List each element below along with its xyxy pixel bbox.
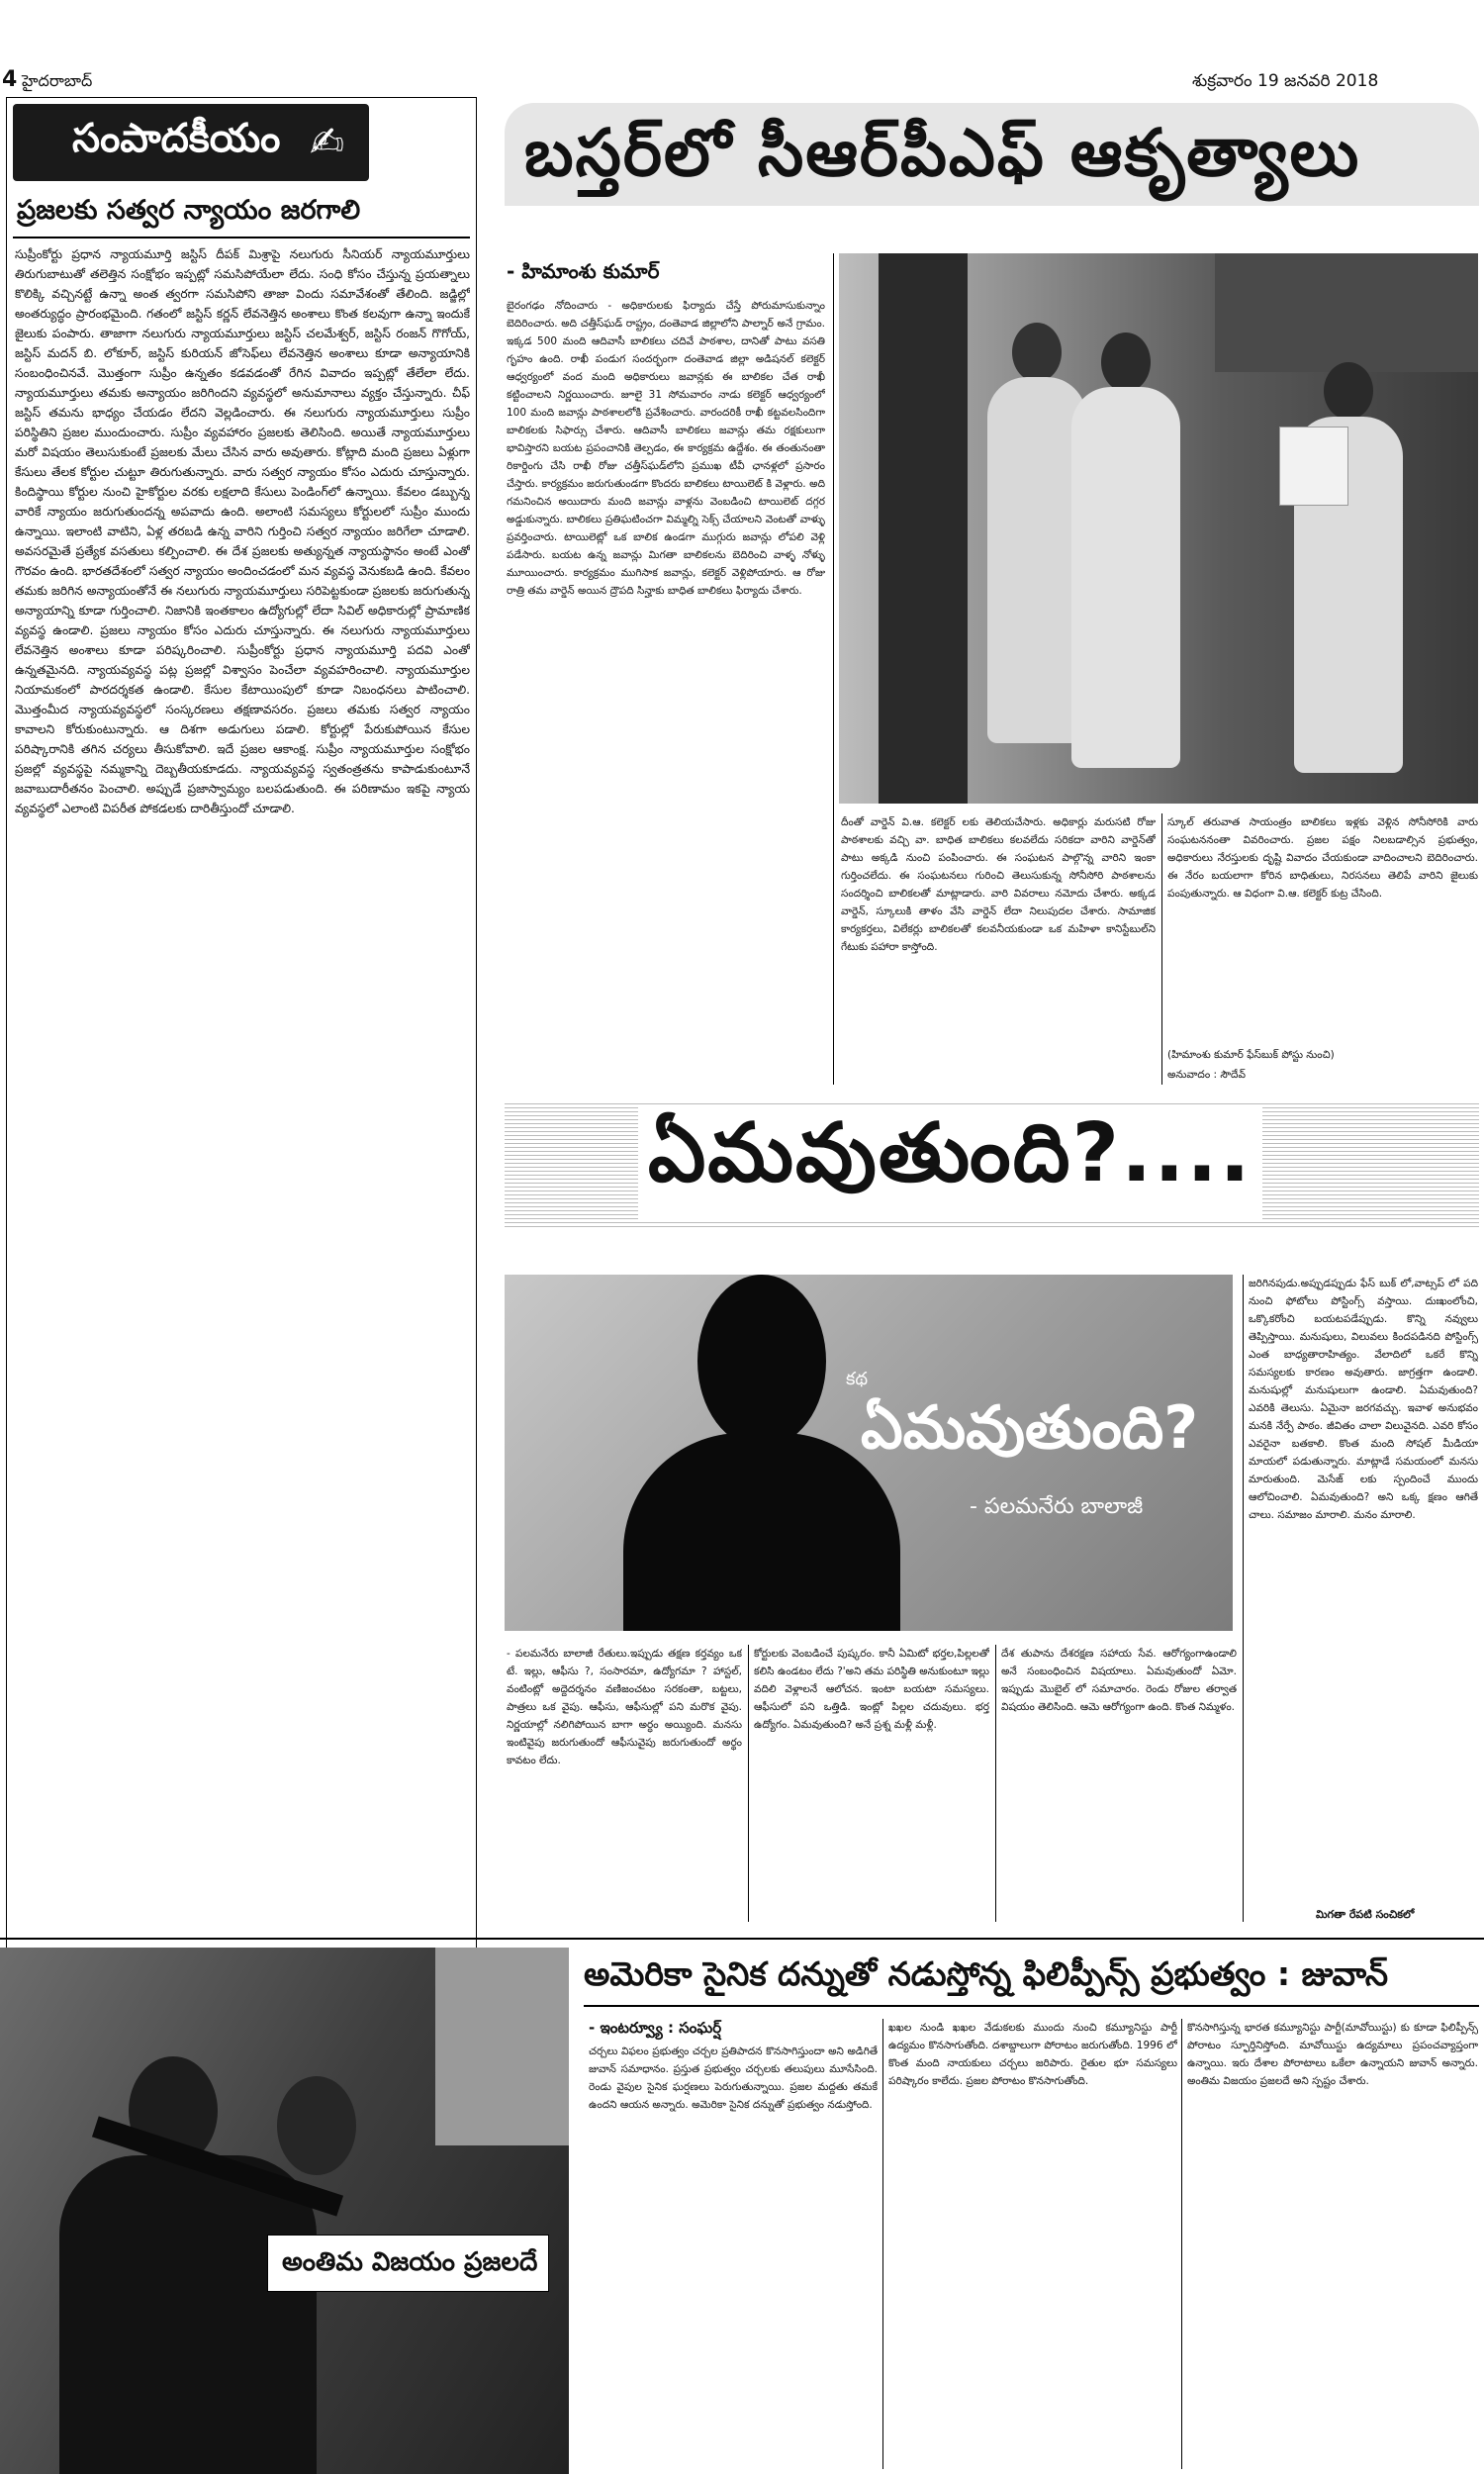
bastar-col3: స్కూల్ తరువాత సాయంత్రం బాలికలు ఇళ్లకు వెళ్లిన సోనీసోరికి వారు సంఘటననంతా వివరించారు. ప్రజల పక్షం నిలబడాల్సిన ప్రభుత్వం, అధికారులు నేరస్తులకు దృష్టి వివాదం చేయకుండా వాదించాలని బెదిరించారు. ఈ నేరం బయలాగా కోరిన బాధితులు, నిరసనలు తెలిపే వారిని జైలుకు పంపుతున్నారు. ఆ విధంగా వి.ఆ. కలెక్టర్ కుట్ర చేసింది.: [1167, 816, 1478, 900]
philippines-photo: [0, 1948, 569, 2474]
editorial-rule: [13, 237, 470, 238]
girl-2-head: [1101, 333, 1151, 392]
rule-bastar-2: [1161, 813, 1162, 1085]
girl-3-head: [1324, 362, 1373, 420]
editorial-label: సంపాదకీయం: [72, 116, 281, 161]
rule-section-bottom: [0, 1938, 1484, 1940]
bastar-headline: బస్తర్‌లో సీఆర్‌పీఎఫ్ ఆకృత్యాలు: [524, 115, 1361, 191]
poster-author: - పలమనేరు బాలాజీ: [970, 1494, 1144, 1519]
bastar-col1: బైరంగఢం నోదించారు - అధికారులకు ఫిర్యాదు చేస్తే పోరుమాసుకున్నాం బెదిరించారు. అది చత్తీస్‌ఘడ్ రాష్ట్రం, దంతెవాడ జిల్లాలోని పాల్నార్ అనే గ్రామం. ఇక్కడ 500 మంది ఆదివాసీ బాలికలు చదివే పాఠశాల, దానితో పాటు వసతి గృహం ఉంది. రాఖీ పండుగ సందర్భంగా దంతెవాడ జిల్లా అడిషనల్ కలెక్టర్ ఆధ్వర్యంలో వంద మంది అధికారులు జవాన్లకు ఈ బాలికల చేత రాఖీ కట్టించాలని నిర్ణయించారు. జూలై 31 సోమవారం నాడు కలెక్టర్ ఆధ్వర్యంలో 100 మంది జవాన్లు పాఠశాలలోకి ప్రవేశించారు. వారందరికీ రాఖీ కట్టవలసిందిగా బాలికలకు సిఫార్సు చేశారు. ఆదివాసీ బాలికలు జవాన్లు తమ రక్షకులుగా భావిస్తారని బయట ప్రపంచానికి తెల్పడం, ఈ కార్యక్రమ ఉద్దేశం. ఈ తంతునంతా రికార్డింగు చేసి రాఖీ రోజు చత్తీస్‌ఘడ్‌లోని ప్రముఖ టీవీ ఛానళ్లలో ప్రసారం చేస్తారు. కార్యక్రమం జరుగుతుండగా కొందరు బాలికలు టాయిలెట్ కి వెళ్లారు. అది గమనించిన అయిదారు మంది జవాన్లు వాళ్లను వెంబడించి టాయిలెట్ దగ్గర అడ్డుకున్నారు. బాలికలు ప్రతిఘటించగా విమ్మల్ని సెక్స్ చేయాలని వెంటతో వాళ్ళు ప్రవర్తించారు. టాయిలెట్లో ఒక బాలిక ఉండగా ముగ్గురు జవాన్లు లోపలి వెళ్లి పడేసారు. బయట ఉన్న జవాన్లు మిగతా బాలికలను బెదిరించి వాళ్ళ నోళ్ళు మూయించారు. కార్యక్రమం ముగిసాక జవాన్లు, కలెక్టర్ వెళ్లిపోయారు. ఆ రోజు రాత్రి తమ వార్డెన్ అయిన ద్రౌపది సిన్హాకు బాధిత బాలికలు ఫిర్యాదు చేశారు.: [507, 300, 825, 597]
bastar-source: (హిమాంశు కుమార్ ఫేస్‌బుక్ పోస్టు నుంచి): [1167, 1049, 1335, 1061]
rule-story-1: [748, 1645, 749, 1922]
story-poster: [505, 1275, 1233, 1631]
story-right-col: జరిగినపుడు.అప్పుడప్పుడు ఫేస్ బుక్ లో,వాట్సప్ లో పది నుంచి ఫోటోలు పోస్టింగ్స్ వస్తాయి. దుఃఖంలోంచి, ఒక్కొకరోంచి బయటపడేప్పుడు. కొన్ని నవ్వులు తెప్పిస్తాయి. మనుషులు, విలువలు కిందపడినది పోస్టింగ్స్ ఎంత బాధ్యతారాహిత్యం. వేలాదిలో ఒకరే కొన్ని సమస్యలకు కారణం అవుతారు. జాగ్రత్తగా ఉండాలి. మనుషుల్లో మనుషులుగా ఉండాలి. ఏమవుతుంది? ఎవరికి తెలుసు. ఏమైనా జరగవచ్చు. ఇవాళ అనుభవం మనకి నేర్పే పాఠం. జీవితం చాలా విలువైనది. ఎవరి కోసం ఎవరైనా బతకాలి. కొంత మంది సోషల్ మీడియా మాయలో పడుతున్నారు. మాట్లాడే సమయంలో మనసు మారుతుంది. మెసేజ్ లకు స్పందించే ముందు ఆలోచించాలి. ఏమవుతుంది? అని ఒక్క క్షణం ఆగితే చాలు. సమాజం మారాలి. మనం మారాలి.: [1249, 1278, 1478, 1521]
story-col2: కోర్టులకు వెంబడించే పుష్కరం. కానీ ఏమిటో భర్తల,పిల్లలతో కలిసి ఉండటం లేదు ?'అని తమ పరిస్థితి అనుకుంటూ ఇల్లు వదిలి వెళ్లాలనే ఆలోచన. ఇంటా బయటా సమస్యలు. ఆఫీసులో పని ఒత్తిడి. ఇంట్లో పిల్లల చదువులు. భర్త ఉద్యోగం. ఏమవుతుంది? అనే ప్రశ్న మళ్లీ మళ్లీ.: [754, 1648, 989, 1731]
silhouette-head: [697, 1275, 826, 1448]
story-headline: ఏమవుతుంది?....: [638, 1106, 1262, 1220]
bastar-col2: దీంతో వార్డెన్ వి.ఆ. కలెక్టర్ లకు తెలియచేసారు. అధికార్లు మరుసటి రోజు పాఠశాలకు వచ్చి వా. బాధిత బాలికలు కలవలేదు సరికదా వారిని వార్డెన్‌తో పాటు అక్కడి నుంచి పంపించారు. ఈ సంఘటన పాల్గొన్న వారిని ఇంకా గుర్తించలేదు. ఈ సంఘటనలు గురించి తెలుసుకున్న సోనీసోరి పాఠశాలను సందర్శించి బాలికలతో మాట్లాడారు. వారి వివరాలు నమోదు చేశారు. అక్కడ వార్డెన్, స్కూలుకి తాళం వేసి వార్డెన్ లేదా నిలుపుదల చేశారు. సామాజిక కార్యకర్తలు, విలేకర్లు బాలికలతో కలవనీయకుండా ఒక మహిళా కానిస్టేబుల్‌ని గేటుకు పహారా కాస్తోంది.: [841, 816, 1156, 953]
fighter-body: [59, 2155, 317, 2474]
rule-bastar-1: [833, 253, 834, 1085]
rule-phil-2: [1181, 2019, 1182, 2469]
photo-flag: [435, 1948, 569, 2145]
bastar-translator: అనువాదం : సౌదేవ్: [1167, 1069, 1246, 1081]
philippines-rule: [584, 2005, 1479, 2007]
pen-icon: ✍: [310, 118, 345, 166]
poster-katha: కథ: [846, 1369, 869, 1389]
editorial-headline: ప్రజలకు సత్వర న్యాయం జరగాలి: [17, 195, 361, 226]
books-stack: [1279, 427, 1348, 506]
silhouette-body: [623, 1433, 900, 1631]
rule-story-3: [1243, 1275, 1244, 1922]
philippines-col2: ఖఖల నుండి ఖఖల వేడుకలకు ముందు నుంచి కమ్యూనిస్టు పార్టీ ఉద్యమం కొనసాగుతోంది. దశాబ్దాలుగా పోరాటం జరుగుతోంది. 1996 లో కొంత మంది నాయకులు చర్చలు జరిపారు. రైతుల భూ సమస్యలు పరిష్కారం కాలేదు. ప్రజల పోరాటం కొనసాగుతోంది.: [888, 2022, 1177, 2087]
girl-1-head: [1012, 323, 1062, 382]
story-continued: మిగతా రేపటి సంచికలో: [1316, 1908, 1415, 1921]
editorial-column: [6, 97, 477, 1957]
page-number: 4: [2, 67, 18, 92]
photo-wall: [1215, 253, 1478, 372]
photo-door: [879, 253, 968, 804]
philippines-byline: - ఇంటర్వ్యూ : సంఘర్ష్: [589, 2019, 722, 2037]
philippines-col1: చర్చలు విఫలం ప్రభుత్వం చర్చల ప్రతిపాదన కొనసాగిస్తుందా అని అడిగితే జువాన్ సమాధానం. ప్రస్తుత ప్రభుత్వం చర్చలకు తలుపులు మూసేసింది. రెండు వైపుల సైనిక ఘర్షణలు పెరుగుతున్నాయి. ప్రజల మద్దతు తమకే ఉందని ఆయన అన్నారు. అమెరికా సైనిక దన్నుతో ప్రభుత్వం నడుస్తోంది.: [589, 2046, 878, 2111]
bastar-byline: - హిమాంశు కుమార్: [507, 259, 660, 283]
photo-caption: అంతిమ విజయం ప్రజలదే: [282, 2247, 538, 2277]
story-col3: దేశ తుపాను దేశరక్షణ సహాయ సేవ. ఆరోగ్యంగాఉండాలి అనే సంబంధించిన విషయాలు. ఏమవుతుందో ఏమో. ఇప్పుడు మొబైల్ లో సమాచారం. రెండు రోజుల తర్వాత విషయం తెలిసింది. ఆమె ఆరోగ్యంగా ఉంది. కొంత నిమ్మళం.: [1001, 1648, 1237, 1713]
issue-date: శుక్రవారం 19 జనవరి 2018: [1192, 71, 1379, 91]
editorial-body: సుప్రీంకోర్టు ప్రధాన న్యాయమూర్తి జస్టిస్ దీపక్ మిశ్రాపై నలుగురు సీనియర్ న్యాయమూర్తులు తిరుగుబాటుతో తలెత్తిన సంక్షోభం ఇప్పట్లో సమసిపోయేలా లేదు. సంధి కోసం చేస్తున్న ప్రయత్నాలు కొలిక్కి వచ్చినట్టే ఉన్నా అంత త్వరగా సమసిపోని తాజా విందు సమావేశంతో తేలింది. జడ్జిల్లో అంతర్యుద్ధం ప్రారంభమైంది. గతంలో జస్టిస్ కర్ణన్ లేవనెత్తిన అంశాలు కొంత కలవుగా ఉన్నా ఇందుకే జైలుకు పంపారు. తాజాగా నలుగురు న్యాయమూర్తులు జస్టిస్ చలమేశ్వర్, జస్టిస్ రంజన్ గొగోయ్, జస్టిస్ మదన్ బి. లోకూర్, జస్టిస్ కురియన్ జోసెఫ్‌లు లేవనెత్తిన అంశాలు కూడా అన్యాయానికి సంబంధించినవే. మొత్తంగా సుప్రీం ఉన్నతం కడవడంతో రేగిన వివాదం ఇప్పట్లో తేలేలా లేదు. న్యాయమూర్తులు తమకు అన్యాయం జరిగిందని వ్యవస్థలో అనుమానాలు వ్యక్తం చేస్తున్నారు. చీఫ్ జస్టిస్ తమను భాధ్యం చేయడం లేదని వెల్లడించారు. ఈ నలుగురు న్యాయమూర్తులు సుప్రీం పరిస్థితిని ప్రజల ముందుంచారు. సుప్రీం వ్యవహారం ప్రజలకు తెలిసింది. అయితే న్యాయమూర్తులు మరో విషయం తెలుసుకుంటే ప్రజలకు మేలు చేసిన వారు అవుతారు. కోట్లాది మంది ప్రజలు ఏళ్లుగా కేసులు తేలక కోర్టుల చుట్టూ తిరుగుతున్నారు. వారు సత్వర న్యాయం కోసం ఎదురు చూస్తున్నారు. కిందిస్థాయి కోర్టుల నుంచి హైకోర్టుల వరకు లక్షలాది కేసులు పెండింగ్‌లో ఉన్నాయి. కేవలం డబ్బున్న వారికే న్యాయం జరుగుతుందన్న అపవాదు ఉంది. అలాంటి సమస్యలు కోర్టులలో సుప్రీం ముందు ఉన్నాయి. ఇలాంటి వాటిని, ఏళ్ల తరబడి ఉన్న వారిని గుర్తించి సత్వర న్యాయం జరిగేలా చూడాలి. అవసరమైతే ప్రత్యేక వసతులు కల్పించాలి. ఈ దేశ ప్రజలకు అత్యున్నత న్యాయస్థానం అంటే ఎంతో గౌరవం ఉంది. భారతదేశంలో సత్వర న్యాయం అందించడంలో మన వ్యవస్థ వెనుకబడి ఉంది. కేవలం తమకు జరిగిన అన్యాయంతోనే ఈ నలుగురు న్యాయమూర్తులు సరిపెట్టకుండా ప్రజలకు జరుగుతున్న అన్యాయాన్ని కూడా గుర్తించాలి. నిజానికి ఇంతకాలం ఉద్యోగుల్లో లేదా సివిల్ అధికారుల్లో ప్రామాణిక వ్యవస్థ ఉండాలి. ప్రజలు న్యాయం కోసం ఎదురు చూస్తున్నారు. ఈ నలుగురు న్యాయమూర్తులు లేవనెత్తిన అంశాలు కూడా పరిష్కరించాలి. సుప్రీంకోర్టు ప్రధాన న్యాయమూర్తి పదవి ఎంతో ఉన్నతమైనది. న్యాయవ్యవస్థ పట్ల ప్రజల్లో విశ్వాసం పెంచేలా వ్యవహరించాలి. న్యాయమూర్తుల నియామకంలో పారదర్శకత ఉండాలి. కేసుల కేటాయింపులో కూడా నిబంధనలు పాటించాలి. మొత్తంమీద న్యాయవ్యవస్థలో సంస్కరణలు తక్షణావసరం. ప్రజలు తమకు సత్వర న్యాయం కావాలని కోరుకుంటున్నారు. ఆ దిశగా అడుగులు పడాలి. కోర్టుల్లో పేరుకుపోయిన కేసుల పరిష్కారానికి తగిన చర్యలు తీసుకోవాలి. ఇదే ప్రజల ఆకాంక్ష. సుప్రీం న్యాయమూర్తుల సంక్షోభం ప్రజల్లో వ్యవస్థపై నమ్మకాన్ని దెబ్బతీయకూడదు. న్యాయవ్యవస్థ స్వతంత్రతను కాపాడుకుంటూనే జవాబుదారీతనం పెంచాలి. అప్పుడే ప్రజాస్వామ్యం బలపడుతుంది. ఈ పరిణామం ఇకపై న్యాయ వ్యవస్థలో ఎలాంటి విపరీత పోకడలకు దారితీస్తుందో చూడాలి.: [15, 247, 470, 815]
philippines-col3: కొనసాగిస్తున్న భారత కమ్యూనిస్టు పార్టీ(మావోయిస్టు) కు కూడా ఫిలిప్పీన్స్ పోరాటం స్ఫూర్తినిస్తోంది. మావోయిస్టు ఉద్యమాలు ప్రపంచవ్యాప్తంగా ఉన్నాయి. ఇరు దేశాల పోరాటాలు ఒకేలా ఉన్నాయని జువాన్ అన్నారు. అంతిమ విజయం ప్రజలదే అని స్పష్టం చేశారు.: [1187, 2022, 1478, 2087]
photo-caption-box: [267, 2235, 549, 2292]
girl-2-figure: [1071, 387, 1180, 768]
second-person-head: [277, 2076, 356, 2175]
rule-phil-1: [882, 2019, 883, 2469]
poster-title: ఏమవుతుంది?: [861, 1393, 1199, 1463]
city-name: హైదరాబాద్: [22, 71, 93, 90]
philippines-headline: అమెరికా సైనిక దన్నుతో నడుస్తోన్న ఫిలిప్పీన్స్ ప్రభుత్వం : జువాన్: [584, 1954, 1389, 1993]
bastar-photo: [839, 253, 1478, 804]
editorial-label-box: [13, 104, 369, 181]
rule-story-2: [995, 1645, 996, 1922]
story-col1: - పలమనేరు బాలాజీ రేతులు.ఇప్పుడు తక్షణ కర్తవ్యం ఒక టే. ఇల్లు, ఆఫీసు ?, సంసారమా, ఉద్యోగమా ? హాస్టల్, వంటింట్లో అద్దెదర్శనం వణిజంచటం సరకంతా, బట్టలు, పాత్రలు ఒక వైపు. ఆఫీసు, ఆఫీసుల్లో పని మరొక వైపు. నిర్ణయాల్లో నలిగిపోయిన బాగా అర్ధం అయ్యింది. మనసు ఇంటివైపు జరుగుతుందో ఆఫీసువైపు జరుగుతుందో అర్థం కావటం లేదు.: [507, 1648, 742, 1766]
